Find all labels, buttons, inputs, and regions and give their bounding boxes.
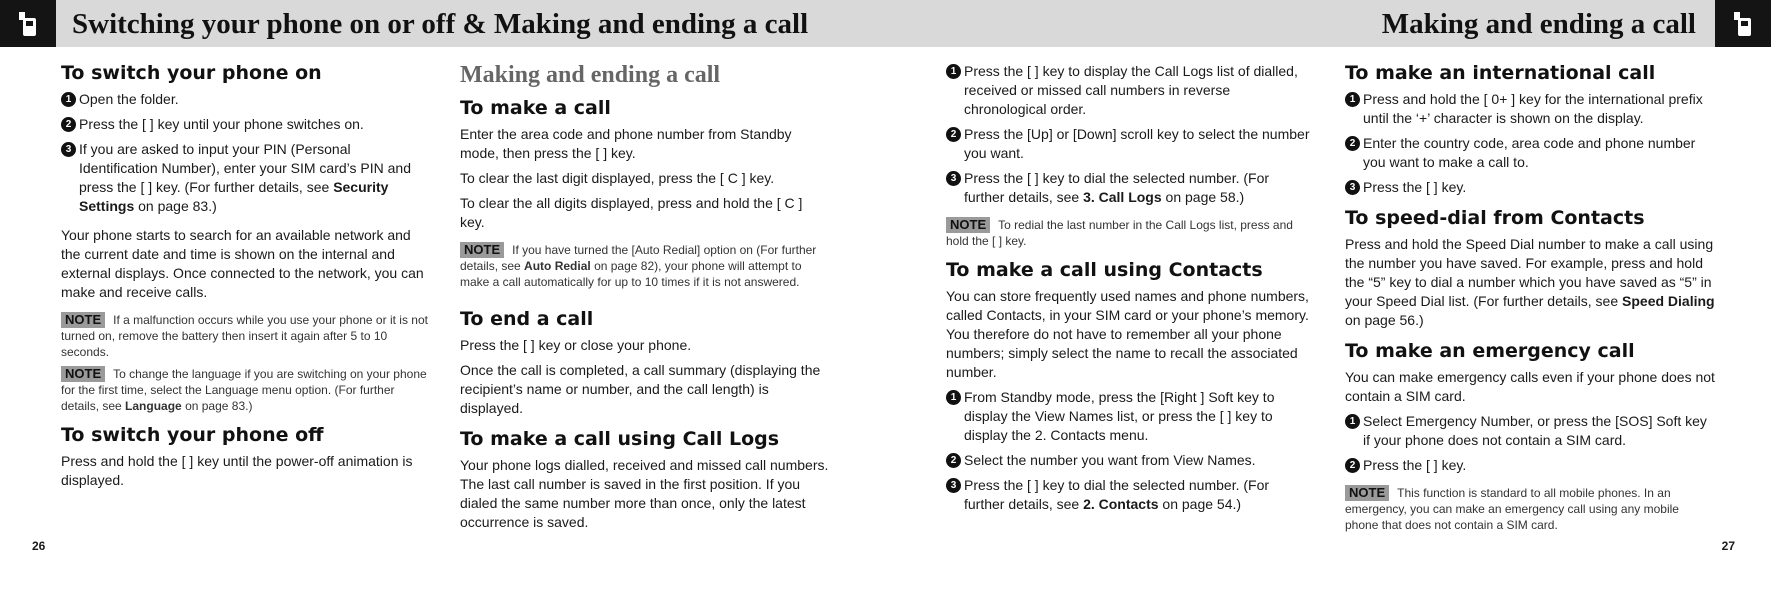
- column-4: [1345, 62, 1715, 539]
- step-1: 1 Press the [ ] key to display the Call Logs list of dialled, received or missed call numbers in reverse chronological order.: [946, 62, 1311, 119]
- paragraph: To clear the all digits displayed, press and hold the [ C ] key.: [460, 195, 803, 230]
- note-label: NOTE: [946, 217, 990, 233]
- paragraph: Press the [ ] key or close your phone.: [460, 337, 692, 353]
- paragraph: Your phone logs dialled, received and missed call numbers. The last call number is saved in the first position. If you dialed the same number more than once, only the latest occurrence is saved.: [460, 457, 829, 530]
- note: NOTE To redial the last number in the Call Logs list, press and hold the [ ] key.: [946, 217, 1293, 248]
- step-number: 3: [61, 142, 76, 157]
- page-number-right: 27: [1721, 539, 1735, 553]
- heading-speed-dial: To speed-dial from Contacts: [1345, 207, 1645, 229]
- step-3: 3 Press the [ ] key to dial the selected number. (For further details, see 3. Call Logs on page 58.): [946, 169, 1311, 207]
- note: NOTE To change the language if you are switching on your phone for the first time, select the Language menu option. (For further details, see Language on page 83.): [61, 366, 427, 413]
- left-thumb-tab: [0, 0, 56, 47]
- step-number: 3: [946, 171, 961, 186]
- note-label: NOTE: [460, 242, 504, 258]
- step-number: 1: [1345, 414, 1360, 429]
- paragraph: Once the call is completed, a call summary (displaying the recipient’s name or number, and the call length) is displayed.: [460, 362, 821, 416]
- paragraph: Press and hold the Speed Dial number to make a call using the number you have saved. For example, press and hold the “5” key to dial a number which you have saved as “5” in your Speed Dial list. (For further details, see Speed Dialing on page 56.): [1345, 236, 1715, 328]
- phone-tab-icon: [1731, 10, 1755, 38]
- note-label: NOTE: [61, 366, 105, 382]
- page-number-left: 26: [32, 539, 46, 553]
- column-3: [946, 62, 1311, 520]
- note-label: NOTE: [1345, 485, 1389, 501]
- step-number: 2: [61, 117, 76, 132]
- heading-end-call: To end a call: [460, 308, 594, 330]
- heading-switch-on: To switch your phone on: [61, 62, 322, 84]
- paragraph: Your phone starts to search for an available network and the current date and time is shown on the internal and external displays. Once connected to the network, you can make and receive calls.: [61, 227, 424, 300]
- heading-international: To make an international call: [1345, 62, 1656, 84]
- paragraph: You can store frequently used names and phone numbers, called Contacts, in your SIM card or your phone’s memory. You therefore do not have to remember all your phone numbers; simply select the name to recall the associated number.: [946, 288, 1309, 380]
- step-2: 2 Press the [Up] or [Down] scroll key to select the number you want.: [946, 125, 1311, 163]
- note: NOTE This function is standard to all mobile phones. In an emergency, you can make an emergency call using any mobile phone that does not contain a SIM card.: [1345, 485, 1679, 532]
- note-label: NOTE: [61, 312, 105, 328]
- step-3: 3 Press the [ ] key to dial the selected number. (For further details, see 2. Contacts on page 54.): [946, 476, 1311, 514]
- heading-switch-off: To switch your phone off: [61, 424, 324, 446]
- step-number: 3: [946, 478, 961, 493]
- paragraph: To clear the last digit displayed, press the [ C ] key.: [460, 170, 775, 186]
- phone-tab-icon: [16, 10, 40, 38]
- note: NOTE If a malfunction occurs while you use your phone or it is not turned on, remove the battery then insert it again after 5 to 10 seconds.: [61, 312, 428, 359]
- heading-call-logs: To make a call using Call Logs: [460, 428, 780, 450]
- heading-emergency: To make an emergency call: [1345, 340, 1635, 362]
- step-3: 3 If you are asked to input your PIN (Personal Identification Number), enter your SIM card’s PIN and press the [ ] key. (For further details, see Security Settings on page 83.): [61, 140, 431, 216]
- paragraph: You can make emergency calls even if your phone does not contain a SIM card.: [1345, 369, 1715, 404]
- step-number: 1: [1345, 92, 1360, 107]
- step-number: 3: [1345, 180, 1360, 195]
- step-3: 3 Press the [ ] key.: [1345, 178, 1715, 197]
- left-page-title: Switching your phone on or off & Making and ending a call: [72, 8, 809, 40]
- step-number: 2: [1345, 136, 1360, 151]
- heading-make-call: To make a call: [460, 97, 611, 119]
- step-number: 1: [946, 390, 961, 405]
- paragraph: Enter the area code and phone number from Standby mode, then press the [ ] key.: [460, 126, 792, 161]
- step-2: 2 Select the number you want from View Names.: [946, 451, 1311, 470]
- paragraph: Press and hold the [ ] key until the power-off animation is displayed.: [61, 453, 413, 488]
- step-2: 2 Press the [ ] key until your phone switches on.: [61, 115, 431, 134]
- step-number: 2: [946, 127, 961, 142]
- column-1: [61, 62, 431, 496]
- step-2: 2 Enter the country code, area code and phone number you want to make a call to.: [1345, 134, 1715, 172]
- right-page-title: Making and ending a call: [1381, 8, 1696, 40]
- step-1: 1 Select Emergency Number, or press the [SOS] Soft key if your phone does not contain a SIM card.: [1345, 412, 1715, 450]
- step-1: 1 From Standby mode, press the [Right ] Soft key to display the View Names list, or press the [ ] key to display the 2. Contacts menu.: [946, 388, 1311, 445]
- step-2: 2 Press the [ ] key.: [1345, 456, 1715, 475]
- step-number: 1: [61, 92, 76, 107]
- step-1: 1 Press and hold the [ 0+ ] key for the international prefix until the ‘+’ character is shown on the display.: [1345, 90, 1715, 128]
- note: NOTE If you have turned the [Auto Redial] option on (For further details, see Auto Redial on page 82), your phone will attempt to make a call automatically for up to 10 times if it is not answered.: [460, 242, 817, 289]
- heading-contacts: To make a call using Contacts: [946, 259, 1263, 281]
- right-thumb-tab: [1715, 0, 1771, 47]
- step-number: 2: [1345, 458, 1360, 473]
- step-1: 1 Open the folder.: [61, 90, 431, 109]
- column-2: [460, 62, 830, 538]
- step-number: 2: [946, 453, 961, 468]
- step-number: 1: [946, 64, 961, 79]
- section-title: Making and ending a call: [460, 62, 721, 88]
